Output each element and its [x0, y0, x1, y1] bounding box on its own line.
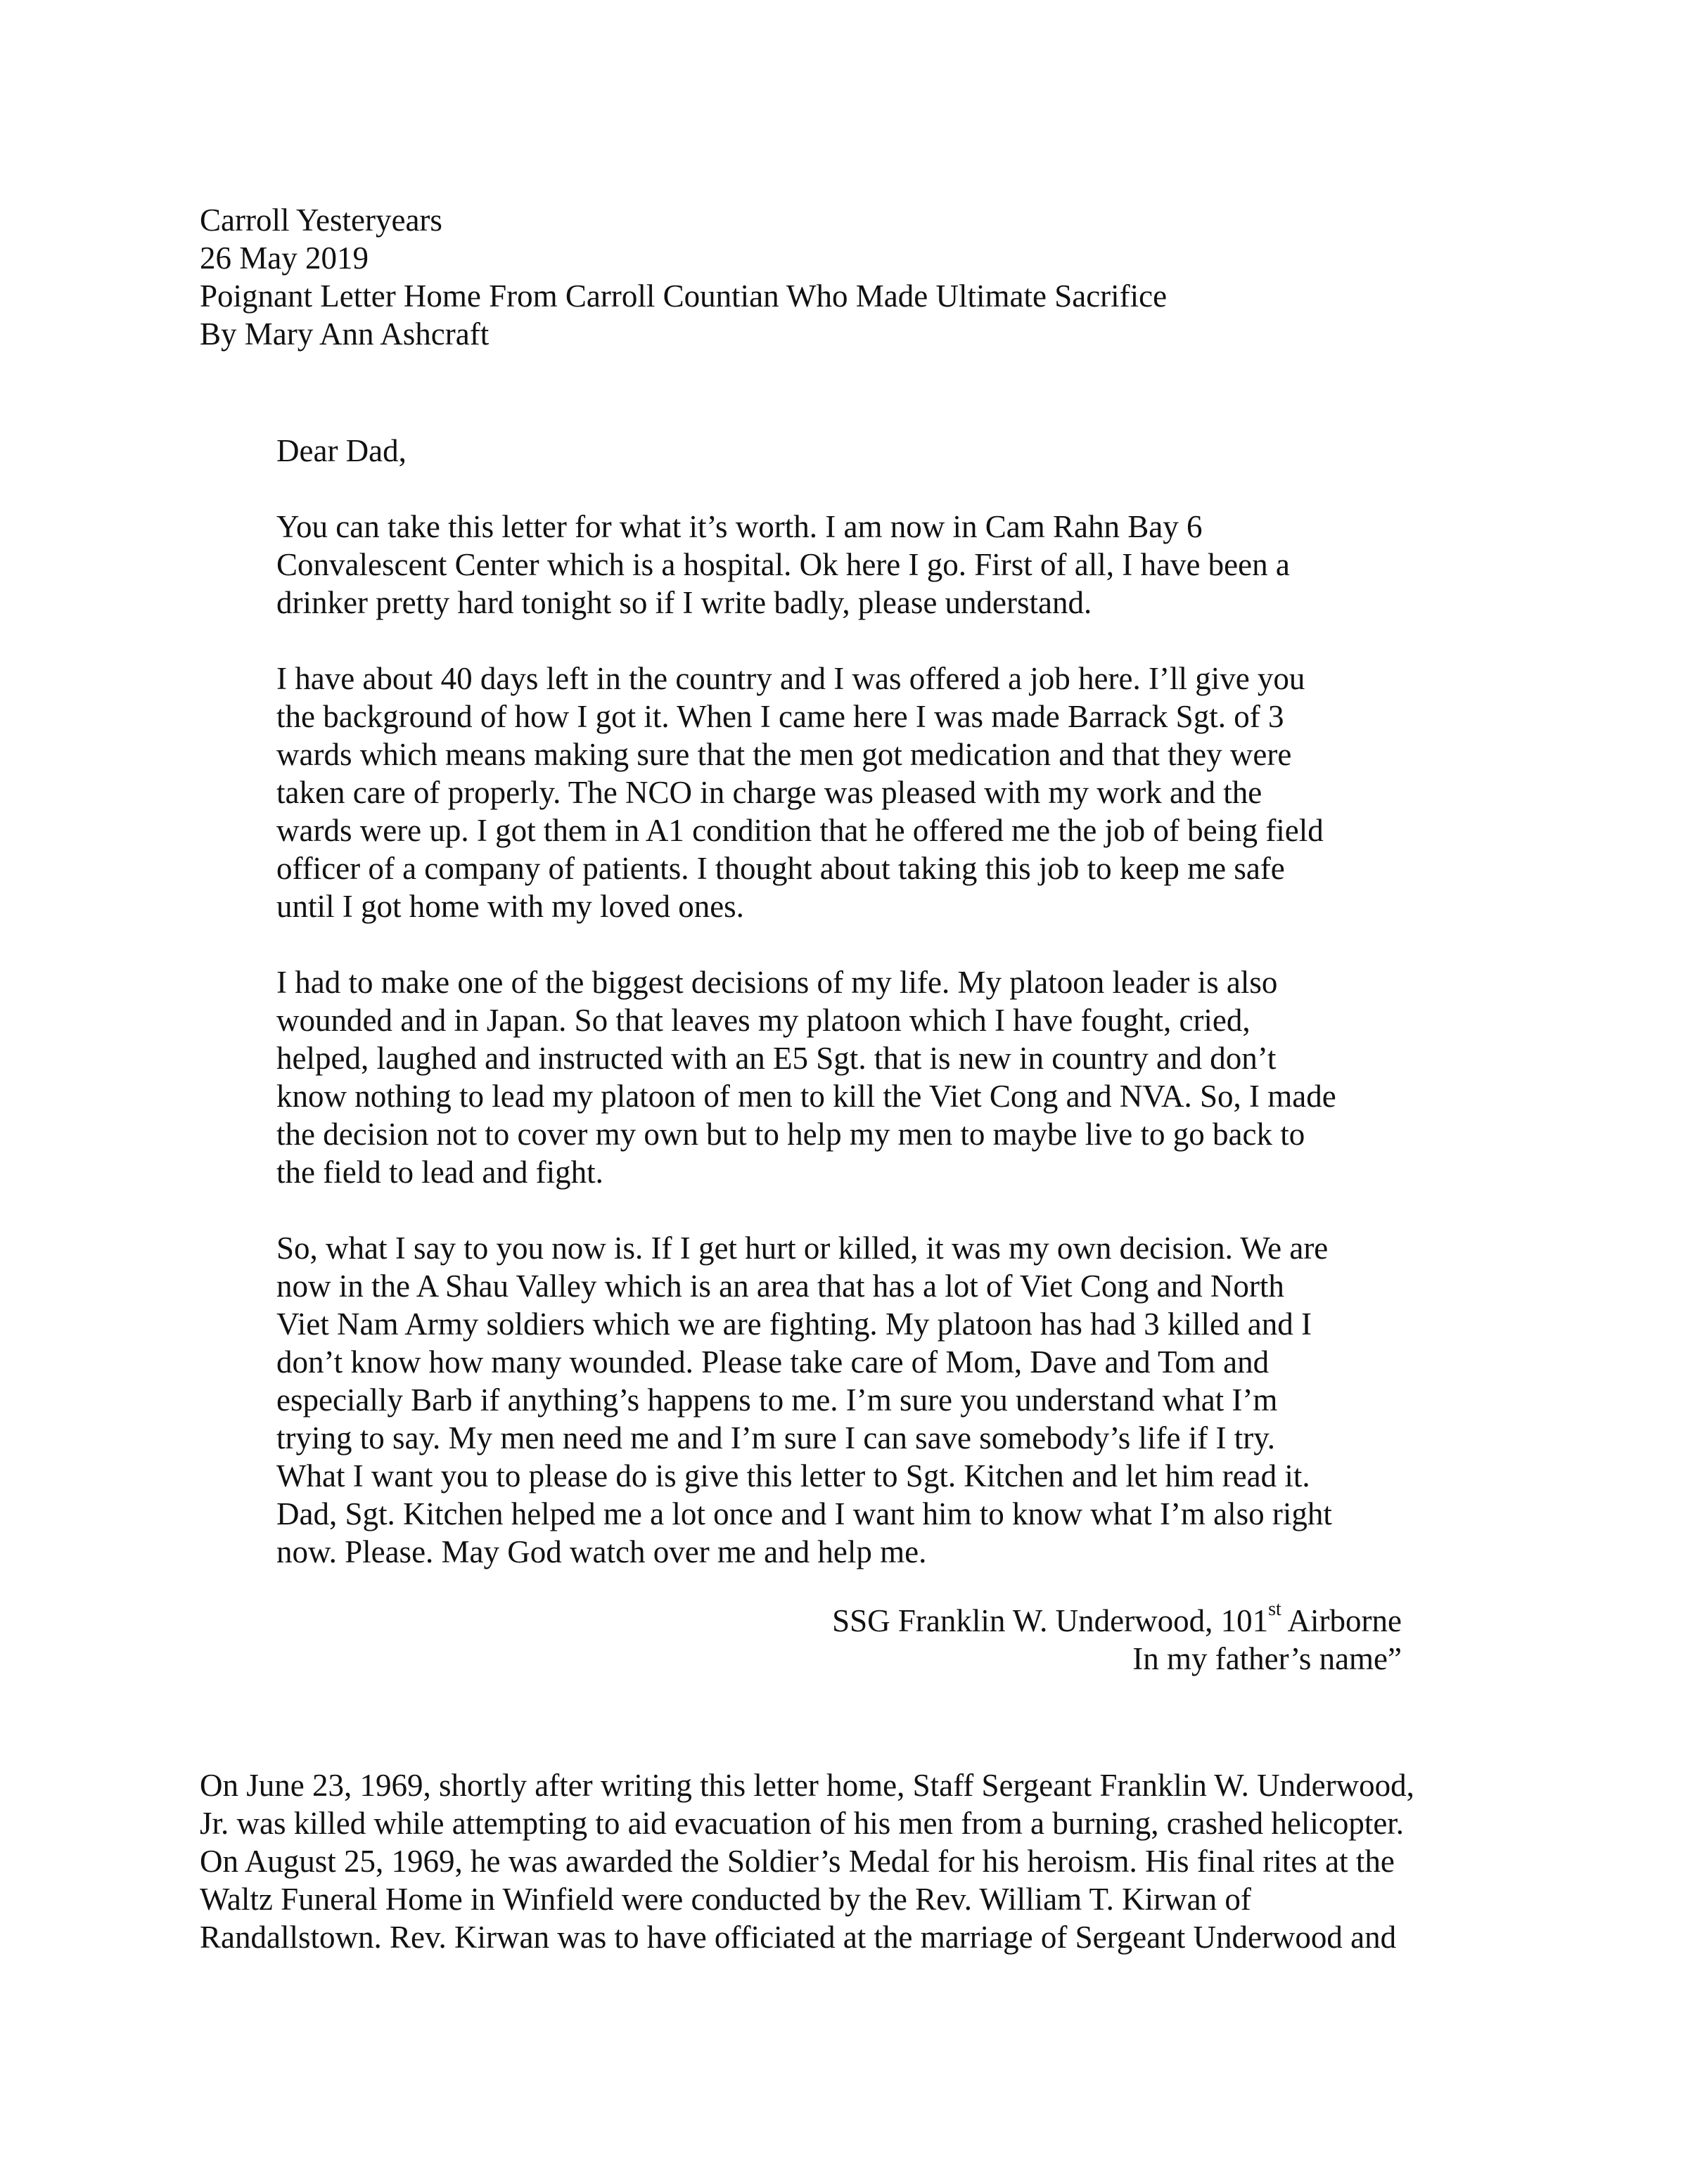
signature-unit: Airborne: [1281, 1603, 1402, 1638]
paragraph-line: So, what I say to you now is. If I get hurt or killed, it was my own decision. We are: [276, 1231, 1329, 1266]
article-byline: By Mary Ann Ashcraft: [200, 316, 490, 352]
signature-closing: In my father’s name”: [1132, 1641, 1402, 1676]
afterword-line: Jr. was killed while attempting to aid evacuation of his men from a burning, crashed helicopter.: [200, 1806, 1405, 1841]
paragraph-line: Dad, Sgt. Kitchen helped me a lot once and I want him to know what I’m also right: [276, 1496, 1332, 1531]
article-title: Poignant Letter Home From Carroll Countian Who Made Ultimate Sacrifice: [200, 278, 1168, 314]
letter-signature: [276, 1598, 1402, 1678]
letter-body: [276, 432, 1430, 1609]
afterword-line: On June 23, 1969, shortly after writing this letter home, Staff Sergeant Franklin W. Underwood,: [200, 1768, 1414, 1803]
afterword-line: On August 25, 1969, he was awarded the Soldier’s Medal for his heroism. His final rites at the: [200, 1844, 1395, 1879]
letter-paragraph-1: [276, 508, 1430, 622]
paragraph-line: until I got home with my loved ones.: [276, 889, 744, 924]
paragraph-line: wounded and in Japan. So that leaves my platoon which I have fought, cried,: [276, 1003, 1251, 1038]
paragraph-line: now in the A Shau Valley which is an area that has a lot of Viet Cong and North: [276, 1268, 1284, 1304]
letter-paragraph-2: [276, 660, 1430, 925]
paragraph-line: What I want you to please do is give this letter to Sgt. Kitchen and let him read it.: [276, 1458, 1310, 1494]
paragraph-line: helped, laughed and instructed with an E5 Sgt. that is new in country and don’t: [276, 1041, 1277, 1076]
paragraph-line: don’t know how many wounded. Please take care of Mom, Dave and Tom and: [276, 1344, 1270, 1380]
letter-paragraph-4: [276, 1229, 1430, 1571]
paragraph-line: You can take this letter for what it’s worth. I am now in Cam Rahn Bay 6: [276, 509, 1203, 544]
article-header: [200, 201, 1536, 353]
paragraph-line: I have about 40 days left in the country and I was offered a job here. I’ll give you: [276, 661, 1305, 696]
letter-salutation: Dear Dad,: [276, 433, 407, 468]
paragraph-line: Viet Nam Army soldiers which we are fighting. My platoon has had 3 killed and I: [276, 1306, 1312, 1342]
article-date: 26 May 2019: [200, 240, 369, 276]
paragraph-line: the field to lead and fight.: [276, 1155, 603, 1190]
signature-superscript: st: [1268, 1598, 1281, 1620]
paragraph-line: know nothing to lead my platoon of men to kill the Viet Cong and NVA. So, I made: [276, 1079, 1336, 1114]
afterword-line: Waltz Funeral Home in Winfield were conducted by the Rev. William T. Kirwan of: [200, 1882, 1251, 1917]
paragraph-line: the decision not to cover my own but to help my men to maybe live to go back to: [276, 1117, 1305, 1152]
afterword-paragraph: [200, 1766, 1466, 1956]
paragraph-line: now. Please. May God watch over me and help me.: [276, 1534, 927, 1569]
paragraph-line: I had to make one of the biggest decisions of my life. My platoon leader is also: [276, 965, 1278, 1000]
letter-paragraph-3: [276, 963, 1430, 1191]
paragraph-line: trying to say. My men need me and I’m sure I can save somebody’s life if I try.: [276, 1420, 1276, 1456]
column-name: Carroll Yesteryears: [200, 203, 442, 238]
paragraph-line: the background of how I got it. When I came here I was made Barrack Sgt. of 3: [276, 699, 1284, 734]
paragraph-line: wards were up. I got them in A1 condition that he offered me the job of being field: [276, 813, 1324, 848]
afterword-line: Randallstown. Rev. Kirwan was to have officiated at the marriage of Sergeant Underwood and: [200, 1920, 1397, 1955]
paragraph-line: Convalescent Center which is a hospital. Ok here I go. First of all, I have been a: [276, 547, 1290, 582]
paragraph-line: drinker pretty hard tonight so if I write badly, please understand.: [276, 585, 1092, 620]
paragraph-line: officer of a company of patients. I thought about taking this job to keep me safe: [276, 851, 1285, 886]
paragraph-line: wards which means making sure that the men got medication and that they were: [276, 737, 1292, 772]
paragraph-line: taken care of properly. The NCO in charge was pleased with my work and the: [276, 775, 1262, 810]
signature-name-line: [276, 1598, 1402, 1640]
signature-name: SSG Franklin W. Underwood, 101: [832, 1603, 1269, 1638]
paragraph-line: especially Barb if anything’s happens to me. I’m sure you understand what I’m: [276, 1382, 1278, 1418]
